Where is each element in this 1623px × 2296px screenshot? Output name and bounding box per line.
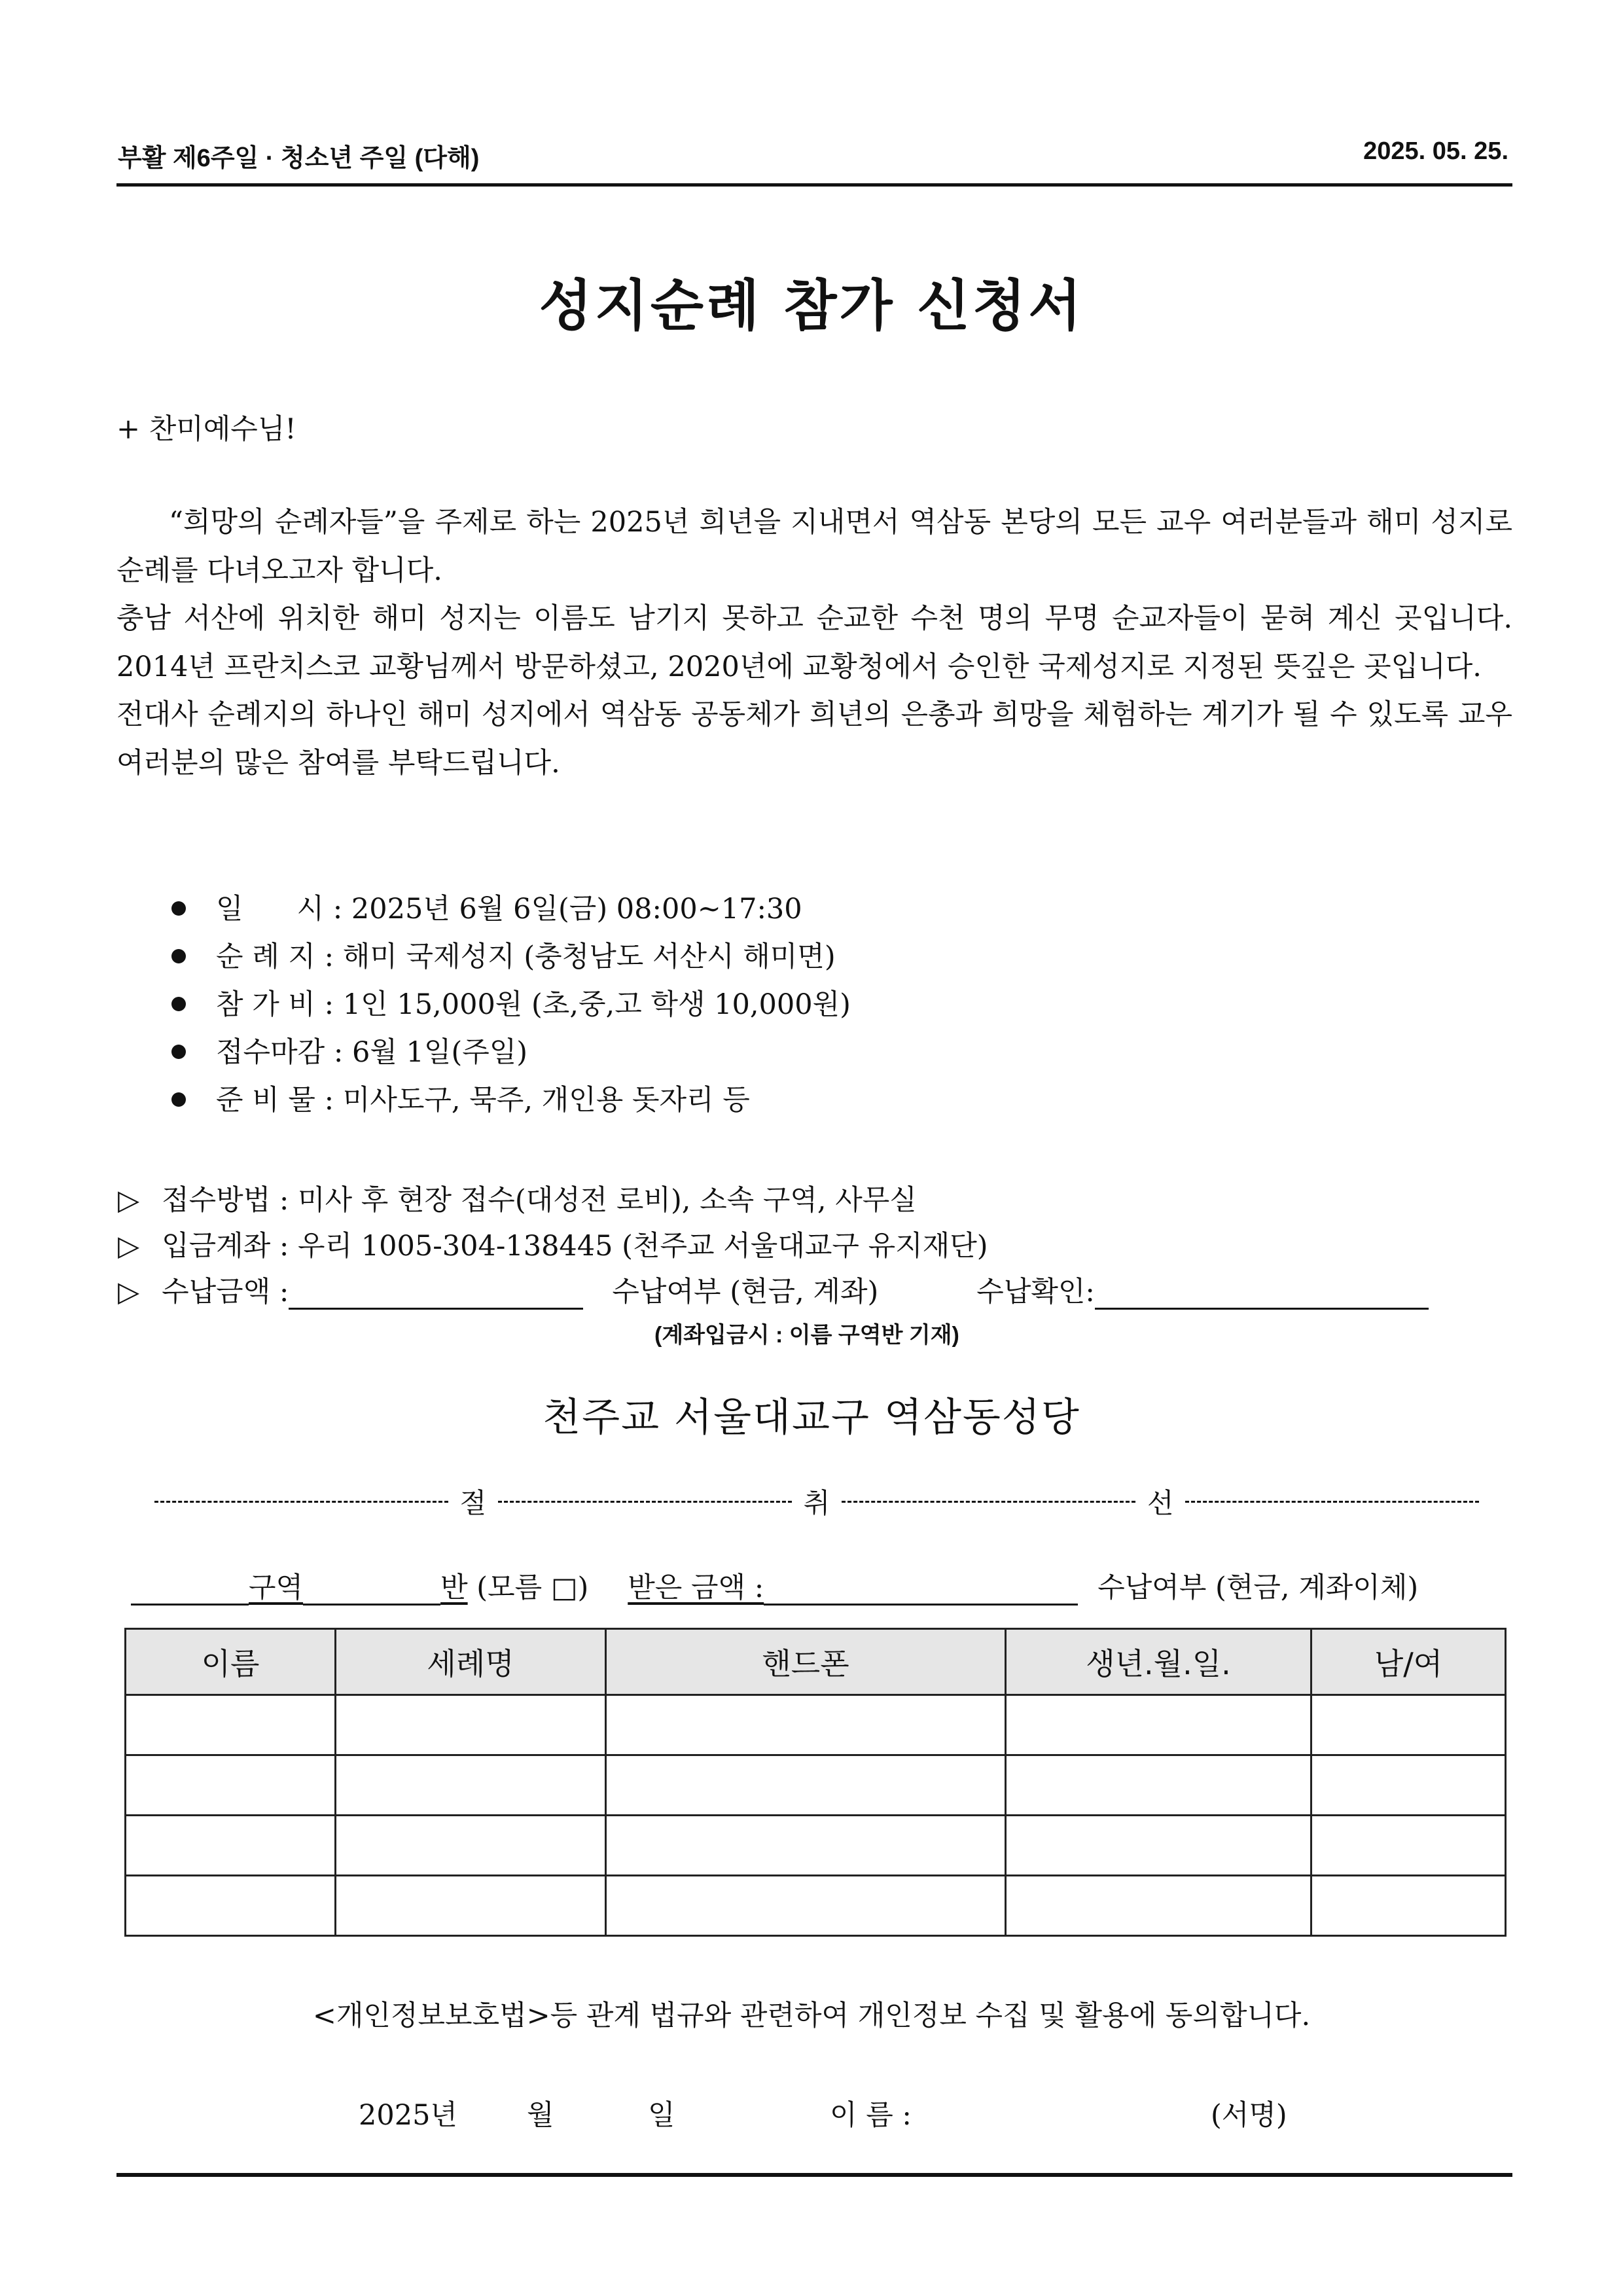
table-cell[interactable] [1006,1876,1311,1936]
column-header-birthdate: 생년.월.일. [1006,1629,1311,1695]
column-header-phone: 핸드폰 [606,1629,1006,1695]
header-left: 부활 제6주일 · 청소년 주일 (다해) [118,145,480,172]
bullet-icon [171,1045,186,1059]
district-label: 구역 [249,1571,304,1604]
bullet-icon [171,901,186,916]
table-row [126,1695,1506,1755]
payment-amount-label: 수납금액 : [162,1276,289,1308]
registration-method: ▷ 접수방법 : 미사 후 현장 접수(대성전 로비), 소속 구역, 사무실 [118,1184,917,1217]
table-cell[interactable] [336,1695,606,1755]
dashed-segment [498,1501,792,1503]
detail-value: 미사도구, 묵주, 개인용 돗자리 등 [342,1084,750,1117]
column-header-baptismal-name: 세례명 [336,1629,606,1695]
footer-rule [116,2173,1512,2177]
table-cell[interactable] [1006,1755,1311,1816]
account-note: (계좌입금시 : 이름 구역반 기재) [654,1323,959,1348]
detail-value: 해미 국제성지 (충청남도 서산시 해미면) [342,941,836,973]
table-cell[interactable] [1311,1876,1506,1936]
detail-label: 일 시 [216,893,325,925]
payment-type: 수납여부 (현금, 계좌) [612,1276,879,1308]
table-cell[interactable] [606,1755,1006,1816]
payment-confirm-field[interactable] [1095,1279,1429,1310]
intro-text [116,499,1512,787]
table-cell[interactable] [1311,1816,1506,1876]
cut-line [143,1482,1491,1521]
triangle-icon: ▷ [118,1276,140,1308]
table-cell[interactable] [336,1816,606,1876]
header-rule [116,183,1512,187]
table-row [126,1755,1506,1816]
table-cell[interactable] [1006,1816,1311,1876]
dashed-segment [1185,1501,1479,1503]
intro-paragraph-3: 전대사 순례지의 하나인 해미 성지에서 역삼동 공동체가 희년의 은총과 희망을 체험하는 계기가 될 수 있도록 교우 여러분의 많은 참여를 부탁드립니다. [116,698,1512,780]
column-header-name: 이름 [126,1629,336,1695]
detail-label: 순 례 지 [216,941,315,973]
cutline-word: 취 [803,1487,830,1519]
unknown-checkbox-label[interactable]: (모름 □) [476,1571,589,1604]
group-label: 반 [440,1571,468,1604]
table-cell[interactable] [336,1876,606,1936]
signature-day: 일 [648,2099,675,2132]
detail-label: 접수마감 [216,1036,325,1069]
group-field[interactable] [303,1575,440,1605]
column-header-gender: 남/여 [1311,1629,1506,1695]
signature-month: 월 [527,2099,554,2132]
consent-text: <개인정보보호법>등 관계 법규와 관련하여 개인정보 수집 및 활용에 동의합니다. [312,2000,1311,2032]
table-cell[interactable] [1311,1695,1506,1755]
detail-item-fee: 참 가 비 : 1인 15,000원 (초,중,고 학생 10,000원) [171,982,851,1022]
page-title: 성지순례 참가 신청서 [539,274,1084,338]
detail-value: 1인 15,000원 (초,중,고 학생 10,000원) [342,988,851,1021]
intro-paragraph-2: 충남 서산에 위치한 해미 성지는 이름도 남기지 못하고 순교한 수천 명의 무명 순교자들이 묻혀 계신 곳입니다. 2014년 프란치스코 교황님께서 방문하셨고, 2020년에 교황청에서 승인한 국제성지로 지정된 뜻깊은 곳입니다. [116,602,1512,683]
detail-label: 참 가 비 [216,988,315,1021]
table-cell[interactable] [126,1816,336,1876]
triangle-icon: ▷ [118,1184,140,1217]
payment-confirm-label: 수납확인: [976,1276,1095,1308]
signature-sign: (서명) [1211,2099,1287,2132]
payment-amount-field[interactable] [289,1279,583,1310]
table-cell[interactable] [606,1695,1006,1755]
detail-item-supplies: 준 비 물 : 미사도구, 묵주, 개인용 돗자리 등 [171,1078,750,1118]
received-payment-type: 수납여부 (현금, 계좌이체) [1097,1571,1419,1604]
detail-label: 준 비 물 [216,1084,315,1117]
greeting: + 찬미예수님! [116,413,296,446]
received-amount-field[interactable] [764,1575,1078,1605]
intro-paragraph-1: “희망의 순례자들”을 주제로 하는 2025년 희년을 지내면서 역삼동 본당의 모든 교우 여러분들과 해미 성지로 순례를 다녀오고자 합니다. [116,506,1512,587]
cutline-word: 선 [1147,1487,1174,1519]
table-cell[interactable] [126,1876,336,1936]
table-cell[interactable] [606,1876,1006,1936]
bullet-icon [171,1092,186,1107]
received-amount-label: 받은 금액 : [628,1571,764,1604]
table-cell[interactable] [1311,1755,1506,1816]
triangle-icon: ▷ [118,1230,140,1263]
dashed-segment [842,1501,1135,1503]
district-field[interactable] [131,1575,249,1605]
cutline-word: 절 [459,1487,487,1519]
bullet-icon [171,949,186,963]
detail-item-deadline: 접수마감 : 6월 1일(주일) [171,1030,527,1070]
header-date: 2025. 05. 25. [1363,137,1508,165]
application-table [124,1628,1507,1937]
registration-account: ▷ 입금계좌 : 우리 1005-304-138445 (천주교 서울대교구 유지재단) [118,1230,988,1263]
table-cell[interactable] [606,1816,1006,1876]
table-header-row [126,1629,1506,1695]
payment-row [118,1270,1429,1310]
district-row [131,1566,1418,1605]
signature-name-label: 이 름 : [830,2099,912,2132]
bullet-icon [171,997,186,1011]
detail-value: 6월 1일(주일) [351,1036,528,1069]
table-cell[interactable] [126,1755,336,1816]
dashed-segment [154,1501,448,1503]
parish-name: 천주교 서울대교구 역삼동성당 [543,1395,1080,1441]
detail-item-date: 일 시 : 2025년 6월 6일(금) 08:00~17:30 [171,887,802,927]
table-cell[interactable] [1006,1695,1311,1755]
detail-item-place: 순 례 지 : 해미 국제성지 (충청남도 서산시 해미면) [171,935,836,975]
signature-year: 2025년 [359,2099,457,2132]
table-cell[interactable] [126,1695,336,1755]
detail-value: 2025년 6월 6일(금) 08:00~17:30 [351,893,802,925]
table-row [126,1816,1506,1876]
table-row [126,1876,1506,1936]
table-cell[interactable] [336,1755,606,1816]
